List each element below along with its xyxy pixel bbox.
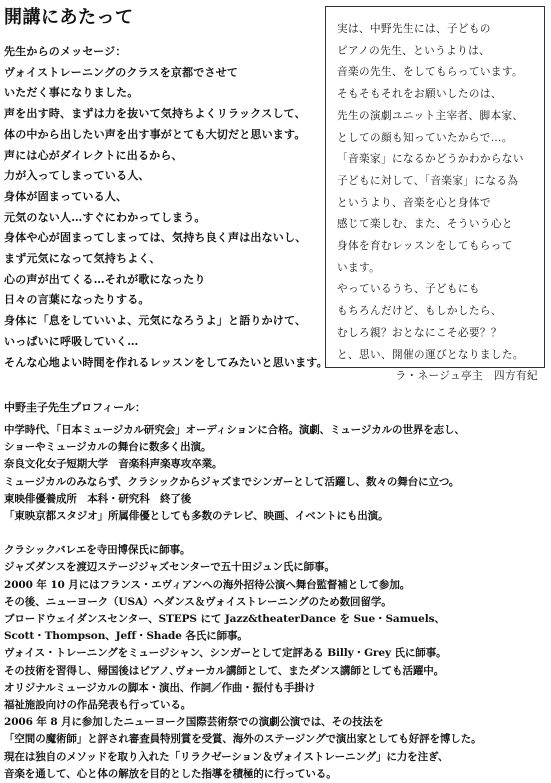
message-line: 身体に「息をしていいよ、元気になろうよ」と語りかけて、 bbox=[4, 314, 307, 328]
profile-line: 中学時代、「日本ミュージカル研究会」オーディションに合格。演劇、ミュージカルの世界を志し、 bbox=[4, 424, 465, 436]
profile-line: Scott・Thompson、Jeff・Shade 各氏に師事。 bbox=[4, 630, 248, 643]
profile-line: 「空間の魔術師」と評され審査員特別賞を受賞、海外のステージングで演出家としても好評を博した。 bbox=[4, 733, 482, 746]
teacher-profile bbox=[4, 399, 549, 783]
note-line: 身体を育むレッスンをしてもらって bbox=[337, 240, 513, 253]
profile-line: ブロードウェイダンスセンター、STEPS にて Jazz&theaterDance を Sue・Samuels、 bbox=[4, 613, 445, 626]
profile-line: オリジナルミュージカルの脚本・演出、作詞／作曲・振付も手掛け bbox=[4, 681, 316, 694]
profile-line: 「東映京都スタジオ」所属俳優としても多数のテレビ、映画、イベントにも出演。 bbox=[4, 510, 389, 523]
profile-line: 2006 年 8 月に参加したニューヨーク国際芸術祭での演劇公演では、その技法を bbox=[4, 716, 384, 729]
profile-line: 福祉施設向けの作品発表も行っている。 bbox=[4, 699, 192, 712]
message-line: 元気のない人…すぐにわかってしまう。 bbox=[4, 210, 206, 224]
note-line: ピアノの先生、というよりは、 bbox=[337, 44, 491, 57]
message-line: 先生からのメッセージ： bbox=[4, 45, 127, 58]
paragraph-gap bbox=[4, 525, 549, 542]
profile-line: 東映俳優養成所 本科・研究科 終了後 bbox=[4, 492, 192, 505]
note-line: 子どもに対して、「音楽家」になる為 bbox=[337, 174, 519, 187]
note-line: 「音楽家」になるかどうかわからない bbox=[337, 153, 524, 166]
note-line: もちろんだけど、もしかしたら、 bbox=[337, 305, 502, 318]
page-title: 開講にあたって bbox=[4, 7, 134, 28]
message-line: 体の中から出したい声を出す事がとても大切だと思います。 bbox=[4, 127, 306, 141]
note-line: そもそもそれをお願いしたのは、 bbox=[337, 88, 502, 101]
message-line: 力が入ってしまっている人、 bbox=[4, 169, 150, 183]
message-line: 身体が固まっている人、 bbox=[4, 189, 128, 203]
profile-line: クラシックバレエを寺田博保氏に師事。 bbox=[4, 544, 191, 557]
note-line: というより、音楽を心と身体で bbox=[337, 196, 491, 209]
note-line: 感じて楽しむ、また、そういう心と bbox=[337, 218, 513, 231]
message-line: 声を出す時、まずは力を抜いて気持ちよくリラックスして、 bbox=[4, 107, 306, 121]
profile-line: ヴォイス・トレーニングをミュージシャン、シンガーとして定評ある Billy・Grey 氏に師事。 bbox=[4, 647, 447, 660]
teacher-message bbox=[4, 42, 328, 373]
profile-line: ミュージカルのみならず、クラシックからジャズまでシンガーとして活躍し、数々の舞台に立つ。 bbox=[4, 475, 460, 488]
profile-line: その技術を習得し、帰国後はピアノ､ヴォーカル講師として、またダンス講師としても活躍中。 bbox=[4, 664, 445, 677]
message-line: まず元気になって気持ちよく、 bbox=[4, 252, 161, 266]
profile-heading: 中野圭子先生プロフィール： bbox=[4, 401, 146, 414]
profile-line: 現在は独自のメソッドを取り入れた「リラクゼーション＆ヴォイストレーニング」に力を注ぎ、 bbox=[4, 750, 449, 763]
note-line: 実は、中野先生には、子どもの bbox=[337, 23, 491, 35]
message-line: いただく事になりました。 bbox=[4, 86, 139, 100]
profile-line: ジャズダンスを渡辺ステージジャズセンターで五十田ジュン氏に師事。 bbox=[4, 561, 335, 574]
note-line: います。 bbox=[337, 261, 381, 274]
host-note-box bbox=[325, 6, 545, 383]
profile-line: ショーやミュージカルの舞台に数多く出演。 bbox=[4, 441, 212, 454]
note-line: むしろ親？おとなにこそ必要？？ bbox=[337, 326, 502, 339]
message-line: いっぱいに呼吸していく… bbox=[4, 334, 139, 348]
note-line: 先生の演劇ユニット主宰者、脚本家、 bbox=[337, 109, 524, 122]
profile-line: 2000 年 10 月にはフランス・エヴィアンへの海外招待公演へ舞台監督補として参加。 bbox=[4, 578, 411, 591]
message-line: 身体や心が固まってしまっては、気持ち良く声は出ないし、 bbox=[4, 231, 307, 245]
note-line: と、思い、開催の運びとなりました。 bbox=[337, 348, 524, 361]
message-line: ヴォイストレーニングのクラスを京都でさせて bbox=[4, 65, 239, 79]
note-line: やっているうち、子どもにも bbox=[337, 283, 480, 296]
message-line: そんな心地よい時間を作れるレッスンをしてみたいと思います。 bbox=[4, 355, 328, 369]
note-line: 音楽の先生、をしてもらっています。 bbox=[337, 66, 524, 79]
profile-line: その後、ニューヨーク（USA）へダンス＆ヴォイストレーニングのため数回留学。 bbox=[4, 595, 392, 608]
message-line: 心の声が出てくる…それが歌になったり bbox=[4, 272, 206, 286]
note-line: としての顔も知っていたからで…。 bbox=[337, 131, 513, 144]
message-line: 声には心がダイレクトに出るから、 bbox=[4, 148, 183, 162]
profile-line: 音楽を通して、心と体の解放を目的とした指導を積極的に行っている。 bbox=[4, 767, 337, 780]
message-line: 日々の言葉になったりする。 bbox=[4, 293, 150, 307]
profile-line: 奈良文化女子短期大学 音楽科声楽専攻卒業。 bbox=[4, 458, 223, 471]
note-signature: ラ・ネージュ亭主 四方有紀 bbox=[395, 370, 538, 383]
